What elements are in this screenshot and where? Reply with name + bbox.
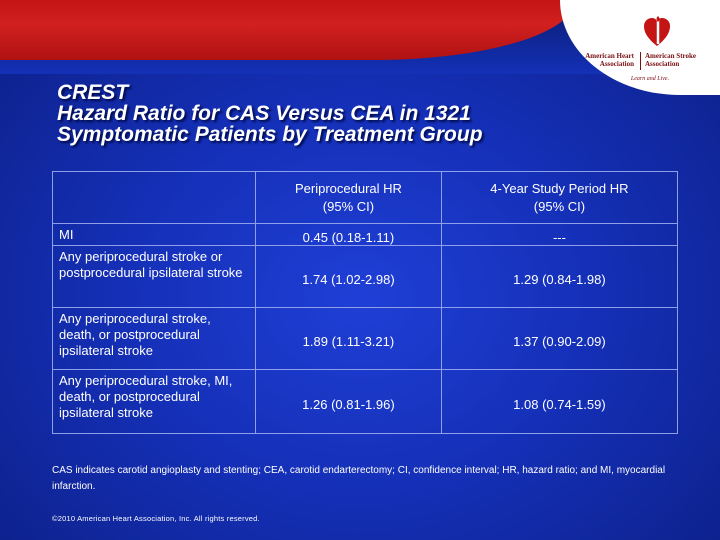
table-row [53, 246, 678, 308]
four-year-hr: --- [441, 224, 677, 246]
asa-logo-text: American Stroke Association [645, 52, 696, 68]
table-row [53, 224, 678, 246]
four-year-hr: 1.08 (0.74-1.59) [441, 370, 677, 434]
row-label: Any periprocedural stroke or postprocedural ipsilateral stroke [53, 246, 256, 308]
title-line-3: Symptomatic Patients by Treatment Group [57, 123, 483, 146]
row-label: Any periprocedural stroke, MI, death, or postprocedural ipsilateral stroke [53, 370, 256, 434]
table-row [53, 370, 678, 434]
row-label: MI [53, 224, 256, 246]
abbreviations-footnote: CAS indicates carotid angioplasty and stenting; CEA, carotid endarterectomy; CI, confidence interval; HR, hazard ratio; and MI, myocardial infarction. [52, 465, 666, 492]
header-periprocedural-line1: Periprocedural HR [294, 180, 402, 196]
table-row [53, 308, 678, 370]
row-label: Any periprocedural stroke, death, or postprocedural ipsilateral stroke [53, 308, 256, 370]
logo-tagline: Learn and Live. [630, 76, 670, 82]
title-line-2: Hazard Ratio for CAS Versus CEA in 1321 [57, 102, 471, 125]
header-periprocedural [256, 172, 442, 224]
logo-divider [640, 52, 641, 70]
periprocedural-hr: 1.89 (1.11-3.21) [256, 308, 442, 370]
header-four-year [441, 172, 677, 224]
periprocedural-hr: 1.26 (0.81-1.96) [256, 370, 442, 434]
slide-title [57, 82, 577, 145]
aha-logo-text: American Heart Association [585, 52, 634, 68]
hazard-ratio-table [52, 171, 678, 434]
periprocedural-hr: 1.74 (1.02-2.98) [256, 246, 442, 308]
header-four-year-line2: (95% CI) [533, 198, 586, 214]
copyright-notice: ©2010 American Heart Association, Inc. All rights reserved. [52, 514, 260, 523]
header-empty-cell [53, 172, 256, 224]
header-four-year-line1: 4-Year Study Period HR [490, 180, 629, 196]
table-header-row [53, 172, 678, 224]
heart-torch-logo-icon [643, 14, 671, 48]
four-year-hr: 1.37 (0.90-2.09) [441, 308, 677, 370]
title-line-1: CREST [57, 81, 129, 104]
header-periprocedural-line2: (95% CI) [322, 198, 375, 214]
four-year-hr: 1.29 (0.84-1.98) [441, 246, 677, 308]
periprocedural-hr: 0.45 (0.18-1.11) [256, 224, 442, 246]
